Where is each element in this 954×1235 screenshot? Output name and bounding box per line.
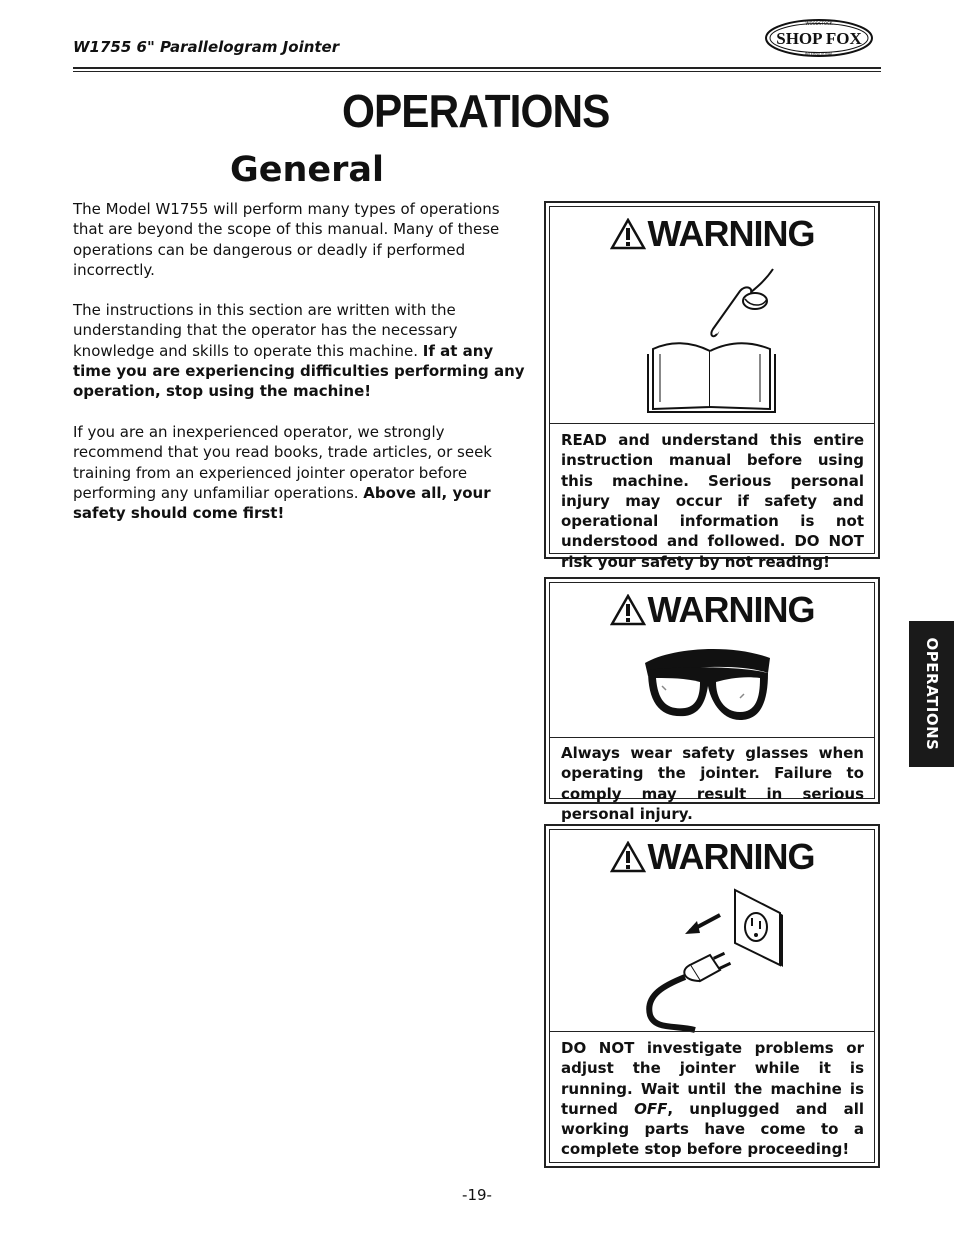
warning-heading <box>550 836 874 878</box>
warning-text-part-a: DO NOT investigate problems or adjust the jointer while it is running. Wait until the machine is turned <box>561 1039 864 1118</box>
paragraph-inexperienced <box>73 422 528 523</box>
paragraph-intro <box>73 199 528 280</box>
warning-divider <box>550 423 874 424</box>
warning-text <box>561 1038 864 1160</box>
warning-text: READ and understand this entire instruction manual before using this machine. Serious personal injury may occur if safety and operational information is not understood and followed. DO NOT risk your safety by not reading! <box>561 431 864 571</box>
warning-text-off: OFF <box>634 1099 668 1118</box>
warning-triangle-icon <box>610 594 646 626</box>
warning-heading-text: WARNING <box>647 213 815 254</box>
read-manual-icon <box>645 259 785 414</box>
page-title: OPERATIONS <box>342 85 610 137</box>
warning-text-part-c: , unplugged and all working parts have come to a complete stop before proceeding! <box>561 1099 864 1159</box>
svg-text:INTERNATIONAL: INTERNATIONAL <box>804 52 834 56</box>
warning-box-safety-glasses <box>544 577 880 823</box>
paragraph-inexperienced-text: If you are an inexperienced operator, we strongly recommend that you read books, trade articles, or seek training from an experienced jointer operator before performing any unfamiliar operations. <box>73 423 492 502</box>
paragraph-intro-text: The Model W1755 will perform many types of operations that are beyond the scope of this manual. Many of these operations can be dangerous or deadly if performed incorrectly. <box>73 200 500 279</box>
warning-heading <box>550 589 874 631</box>
shop-fox-logo <box>764 18 874 58</box>
warning-triangle-icon <box>610 218 646 250</box>
warning-divider <box>550 737 874 738</box>
warning-triangle-icon <box>610 841 646 873</box>
warning-divider <box>550 1031 874 1032</box>
page-number: -19- <box>462 1186 492 1204</box>
paragraph-instructions-text: The instructions in this section are written with the understanding that the operator has the necessary knowledge and skills to operate this machine. <box>73 301 458 360</box>
section-title: General <box>230 150 384 190</box>
svg-text:WOODSTOCK: WOODSTOCK <box>805 21 833 26</box>
warning-text: Always wear safety glasses when operating the jointer. Failure to comply may result in serious personal injury. <box>561 744 864 823</box>
side-tab-label: OPERATIONS <box>922 637 941 751</box>
paragraph-inexperienced-bold: Above all, your safety should come first! <box>73 483 491 523</box>
paragraph-instructions-bold: If at any time you are experiencing difficulties performing any operation, stop using the machine! <box>73 341 525 401</box>
warning-heading-text: WARNING <box>647 836 815 877</box>
header-rule <box>73 67 881 69</box>
side-tab-operations <box>909 621 954 767</box>
header-rule-thin <box>73 71 881 72</box>
svg-text:SHOP FOX: SHOP FOX <box>776 29 862 48</box>
safety-glasses-icon <box>640 638 775 728</box>
unplug-icon <box>645 885 790 1035</box>
header-title: W1755 6" Parallelogram Jointer <box>73 38 340 56</box>
paragraph-instructions <box>73 300 528 401</box>
warning-heading-text: WARNING <box>647 589 815 630</box>
warning-heading <box>550 213 874 255</box>
warning-box-read-manual <box>544 201 880 571</box>
warning-box-unplug <box>544 824 880 1168</box>
